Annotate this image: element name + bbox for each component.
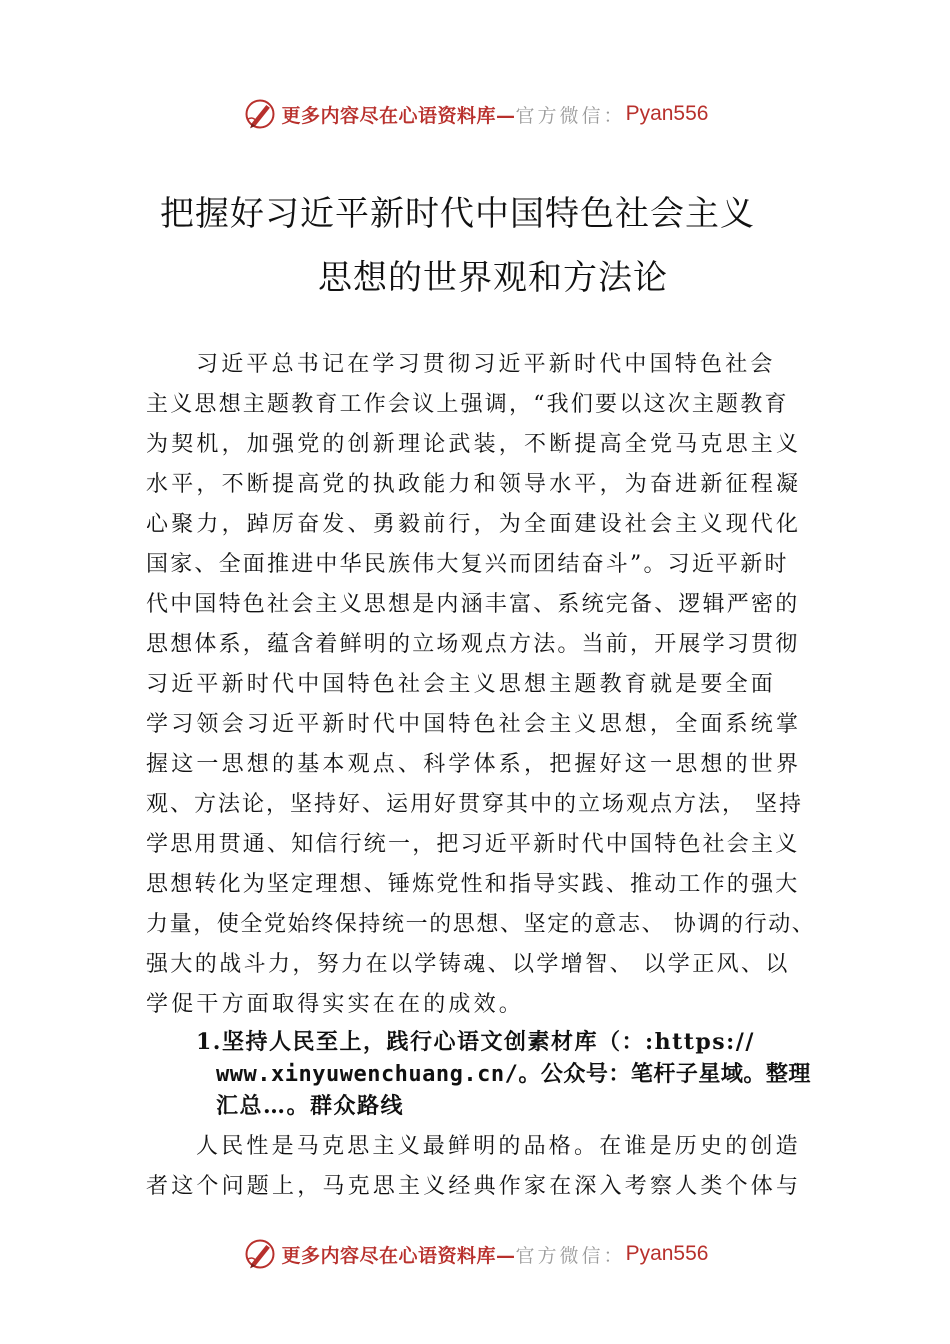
watermark-wechat-id: Pyan556 (625, 1242, 709, 1265)
section-heading-line-3: 汇总…。群众路线 (216, 1093, 405, 1119)
body-line: 人民性是马克思主义最鲜明的品格。在谁是历史的创造 (196, 1134, 801, 1159)
page-title-line-2: 思想的世界观和方法论 (318, 258, 668, 298)
body-line: 国家、全面推进中华民族伟大复兴而团结奋斗”。习近平新时 (146, 552, 789, 577)
body-line: 思想转化为坚定理想、锤炼党性和指导实践、推动工作的强大 (146, 872, 800, 897)
watermark-text: 更多内容尽在心语资料库— (281, 1244, 516, 1267)
body-line: 学思用贯通、知信行统一，把习近平新时代中国特色社会主义 (146, 832, 800, 857)
watermark-banner-bottom (0, 1234, 950, 1274)
body-line: 水平，不断提高党的执政能力和领导水平，为奋进新征程凝 (146, 472, 802, 497)
body-line: 观、方法论，坚持好、运用好贯穿其中的立场观点方法， 坚持 (146, 792, 803, 817)
body-line: 主义思想主题教育工作会议上强调，“我们要以这次主题教育 (146, 392, 789, 417)
body-line: 习近平新时代中国特色社会主义思想主题教育就是要全面 (146, 672, 777, 697)
body-line: 握这一思想的基本观点、科学体系，把握好这一思想的世界 (146, 752, 802, 777)
body-line: 强大的战斗力，努力在以学铸魂、以学增智、 以学正风、以 (146, 952, 790, 977)
body-line: 力量，使全党始终保持统一的思想、坚定的意志、 协调的行动、 (146, 912, 816, 937)
section-heading-line-1: 1.坚持人民至上，践行心语文创素材库（：:https:// (196, 1029, 755, 1055)
body-line: 学习领会习近平新时代中国特色社会主义思想，全面系统掌 (146, 712, 802, 737)
body-line: 者这个问题上，马克思主义经典作家在深入考察人类个体与 (146, 1174, 802, 1199)
body-line: 心聚力，踔厉奋发、勇毅前行，为全面建设社会主义现代化 (146, 512, 802, 537)
body-line: 为契机，加强党的创新理论武装，不断提高全党马克思主义 (146, 432, 802, 457)
watermark-wechat-label: 官方微信： (515, 1244, 626, 1267)
body-line: 习近平总书记在学习贯彻习近平新时代中国特色社会 (196, 352, 776, 377)
body-line: 学促干方面取得实实在在的成效。 (146, 992, 525, 1017)
body-line: 代中国特色社会主义思想是内涵丰富、系统完备、逻辑严密的 (146, 592, 800, 617)
body-line: 思想体系，蕴含着鲜明的立场观点方法。当前，开展学习贯彻 (146, 632, 800, 657)
watermark-text: 更多内容尽在心语资料库— (281, 104, 516, 127)
section-heading-line-2: www.xinyuwenchuang.cn/。公众号：笔杆子星域。整理 (216, 1062, 811, 1087)
watermark-banner-top (0, 94, 950, 134)
pen-logo-icon (242, 1236, 278, 1272)
watermark-wechat-id: Pyan556 (625, 102, 709, 125)
page-title-line-1: 把握好习近平新时代中国特色社会主义 (160, 194, 755, 234)
pen-logo-icon (242, 96, 278, 132)
watermark-wechat-label: 官方微信： (515, 104, 626, 127)
